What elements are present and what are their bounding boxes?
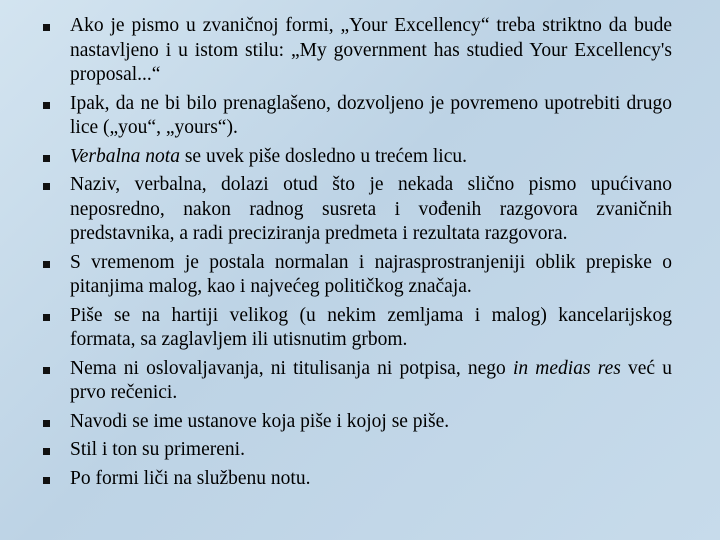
text-segment: već u prvo rečenici. xyxy=(70,357,672,403)
bullet-item xyxy=(40,304,672,353)
bullet-text xyxy=(70,252,672,298)
italic-text-segment: in medias res xyxy=(512,357,621,379)
text-segment: Nema ni oslovaljavanja, ni titulisanja ni potpisa, nego xyxy=(70,357,513,379)
square-bullet-icon xyxy=(43,477,50,484)
bullet-item xyxy=(40,438,672,463)
text-segment: Naziv, verbalna, dolazi otud što je nekada slično pismo upućivano neposredno, nakon radnog susreta i vođenih razgovora zvaničnih predstavnika, a radi preciziranja predmeta i rezultata razgovora. xyxy=(70,174,672,244)
bullet-item xyxy=(40,410,672,435)
bullet-list xyxy=(40,14,672,495)
bullet-text xyxy=(70,93,672,139)
bullet-text xyxy=(70,468,310,489)
square-bullet-icon xyxy=(43,367,50,374)
square-bullet-icon xyxy=(43,261,50,268)
text-segment: Piše se na hartiji velikog (u nekim zemljama i malog) kancelarijskog formata, sa zaglavljem ili utisnutim grbom. xyxy=(70,304,672,350)
bullet-item xyxy=(40,467,672,492)
text-segment: Ipak, da ne bi bilo prenaglašeno, dozvoljeno je povremeno upotrebiti drugo lice („you“, „yours“). xyxy=(70,92,672,138)
bullet-item xyxy=(40,251,672,300)
bullet-text xyxy=(70,15,672,85)
bullet-item xyxy=(40,92,672,141)
bullet-item xyxy=(40,145,672,170)
bullet-text xyxy=(70,146,467,167)
text-segment: Ako je pismo u zvaničnoj formi, „Your Excellency“ treba striktno da bude nastavljeno i u istom stilu: „My government has studied Your Excellency's proposal...“ xyxy=(70,15,672,85)
square-bullet-icon xyxy=(43,448,50,455)
bullet-item xyxy=(40,14,672,88)
bullet-text xyxy=(70,411,449,432)
text-segment: Po formi liči na službenu notu. xyxy=(70,467,311,489)
square-bullet-icon xyxy=(43,155,50,162)
text-segment: Stil i ton su primereni. xyxy=(70,439,245,460)
text-segment: se uvek piše dosledno u trećem licu. xyxy=(179,145,467,167)
text-segment: Navodi se ime ustanove koja piše i kojoj se piše. xyxy=(70,410,450,432)
bullet-item xyxy=(40,357,672,406)
bullet-text xyxy=(70,358,672,404)
bullet-text xyxy=(70,174,672,244)
square-bullet-icon xyxy=(43,102,50,109)
bullet-item xyxy=(40,173,672,247)
italic-text-segment: Verbalna nota xyxy=(70,145,180,167)
square-bullet-icon xyxy=(43,183,50,190)
text-segment: S vremenom je postala normalan i najrasprostranjeniji oblik prepiske o pitanjima malog, kao i najvećeg političkog značaja. xyxy=(70,251,672,297)
square-bullet-icon xyxy=(43,314,50,321)
bullet-text xyxy=(70,305,672,351)
square-bullet-icon xyxy=(43,420,50,427)
bullet-text xyxy=(70,439,245,460)
square-bullet-icon xyxy=(43,24,50,31)
